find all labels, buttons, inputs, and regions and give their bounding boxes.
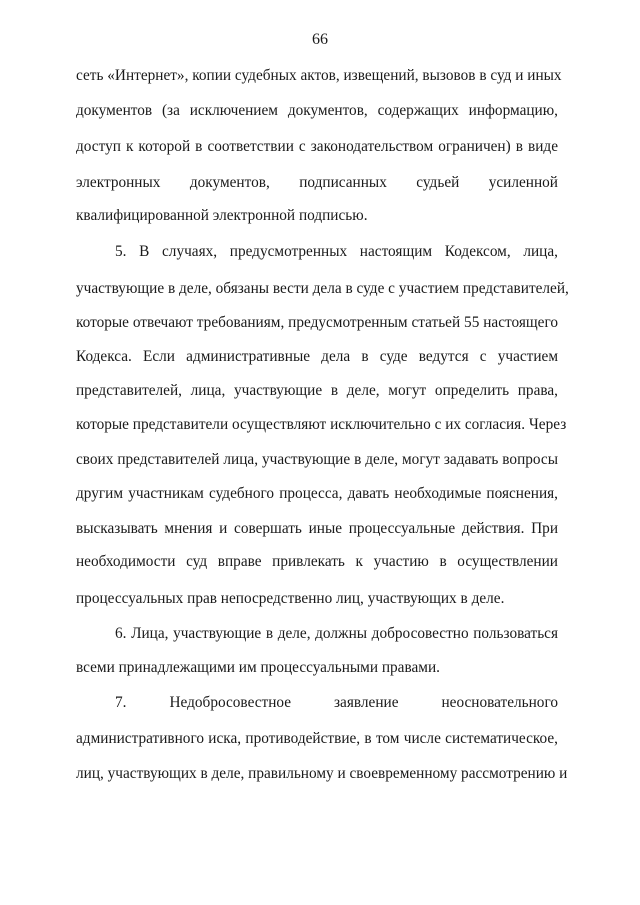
text-line: участвующие в деле, обязаны вести дела в суде с участием представителей, bbox=[76, 280, 569, 297]
text-line: 5. В случаях, предусмотренных настоящим Кодексом, лица, bbox=[115, 243, 558, 260]
text-line: квалифицированной электронной подписью. bbox=[76, 207, 368, 224]
text-line: административного иска, противодействие, в том числе систематическое, bbox=[76, 730, 558, 747]
text-line: доступ к которой в соответствии с законодательством ограничен) в виде bbox=[76, 138, 558, 155]
text-line: сеть «Интернет», копии судебных актов, извещений, вызовов в суд и иных bbox=[76, 67, 562, 84]
text-line: высказывать мнения и совершать иные процессуальные действия. При bbox=[76, 520, 558, 537]
text-line: документов (за исключением документов, содержащих информацию, bbox=[76, 102, 558, 119]
text-line: представителей, лица, участвующие в деле, могут определить права, bbox=[76, 382, 558, 399]
text-line: электронных документов, подписанных судьей усиленной bbox=[76, 174, 558, 191]
text-line: 6. Лица, участвующие в деле, должны добросовестно пользоваться bbox=[115, 625, 558, 642]
text-line: Кодекса. Если административные дела в суде ведутся с участием bbox=[76, 348, 558, 365]
text-line: лиц, участвующих в деле, правильному и своевременному рассмотрению и bbox=[76, 765, 568, 782]
text-line: 7. Недобросовестное заявление неосновательного bbox=[115, 694, 558, 711]
text-line: которые представители осуществляют исключительно с их согласия. Через bbox=[76, 416, 567, 433]
page-number: 66 bbox=[312, 31, 328, 48]
text-line: необходимости суд вправе привлекать к участию в осуществлении bbox=[76, 553, 558, 570]
text-line: процессуальных прав непосредственно лиц, участвующих в деле. bbox=[76, 590, 505, 607]
text-line: другим участникам судебного процесса, давать необходимые пояснения, bbox=[76, 485, 558, 502]
text-line: своих представителей лица, участвующие в деле, могут задавать вопросы bbox=[76, 451, 558, 468]
text-line: которые отвечают требованиям, предусмотренным статьей 55 настоящего bbox=[76, 314, 558, 331]
text-line: всеми принадлежащими им процессуальными правами. bbox=[76, 659, 440, 676]
